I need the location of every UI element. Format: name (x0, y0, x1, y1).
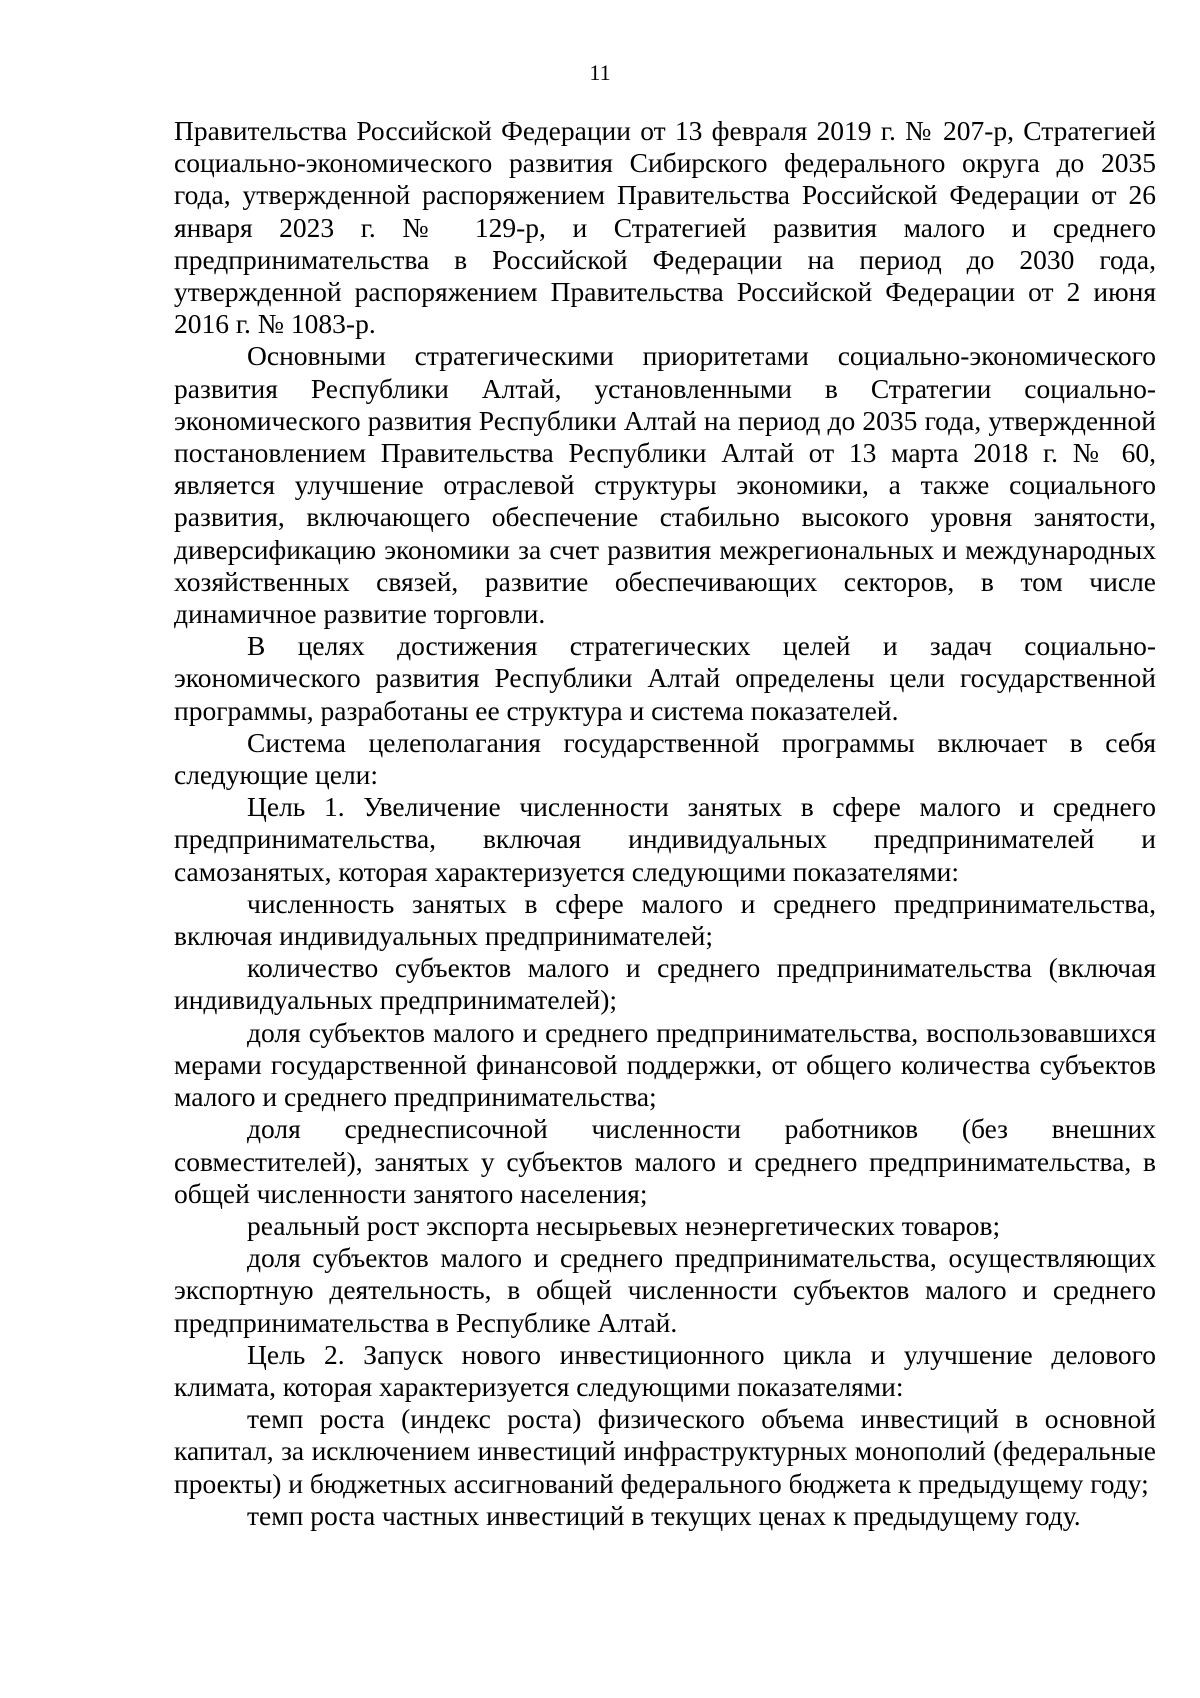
document-body (174, 115, 1156, 1532)
indicator-2-1: темп роста (индекс роста) физического объема инвестиций в основной капитал, за исключением инвестиций инфраструктурных монополий (федеральные проекты) и бюджетных ассигнований федерального бюджета к предыдущему году; (174, 1403, 1156, 1499)
indicator-2-2: темп роста частных инвестиций в текущих ценах к предыдущему году. (247, 1499, 1081, 1531)
page-number: 11 (589, 60, 611, 85)
indicator-1-3: доля субъектов малого и среднего предпринимательства, воспользовавшихся мерами государственной финансовой поддержки, от общего количества субъектов малого и среднего предпринимательства; (174, 1016, 1156, 1113)
paragraph-goal-system-intro: Система целеполагания государственной программы включает в себя следующие цели: (174, 726, 1156, 791)
indicator-1-6: доля субъектов малого и среднего предпринимательства, осуществляющих экспортную деятельность, в общей численности субъектов малого и среднего предпринимательства в Республике Алтай. (174, 1242, 1156, 1338)
paragraph-strategy-references: Правительства Российской Федерации от 13 февраля 2019 г. № 207-р, Стратегией социально-экономического развития Сибирского федерального округа до 2035 года, утвержденной распоряжением Правительства Российской Федерации от 26 января 2023 г. № 129-р, и Стратегией развития малого и среднего предпринимательства в Российской Федерации на период до 2030 года, утвержденной распоряжением Правительства Российской Федерации от 2 июня 2016 г. № 1083-р. (174, 115, 1156, 340)
paragraph-goal-1: Цель 1. Увеличение численности занятых в сфере малого и среднего предпринимательства, включая индивидуальных предпринимателей и самозанятых, которая характеризуется следующими показателями: (174, 791, 1156, 887)
indicator-1-4: доля среднесписочной численности работников (без внешних совместителей), занятых у субъектов малого и среднего предпринимательства, в общей численности занятого населения; (174, 1113, 1156, 1209)
paragraph-program-goals: В целях достижения стратегических целей и задач социально-экономического развития Республики Алтай определены цели государственной программы, разработаны ее структура и система показателей. (174, 630, 1156, 726)
indicator-1-1: численность занятых в сфере малого и среднего предпринимательства, включая индивидуальных предпринимателей; (174, 887, 1156, 952)
indicator-1-5: реальный рост экспорта несырьевых неэнергетических товаров; (247, 1209, 1001, 1241)
indicator-1-2: количество субъектов малого и среднего предпринимательства (включая индивидуальных предпринимателей); (174, 952, 1156, 1016)
paragraph-goal-2: Цель 2. Запуск нового инвестиционного цикла и улучшение делового климата, которая характеризуется следующими показателями: (174, 1338, 1156, 1402)
paragraph-strategic-priorities: Основными стратегическими приоритетами социально-экономического развития Республики Алтай, установленными в Стратегии социально-экономического развития Республики Алтай на период до 2035 года, утвержденной постановлением Правительства Республики Алтай от 13 марта 2018 г. № 60, является улучшение отраслевой структуры экономики, а также социального развития, включающего обеспечение стабильно высокого уровня занятости, диверсификацию экономики за счет развития межрегиональных и международных хозяйственных связей, развитие обеспечивающих секторов, в том числе динамичное развитие торговли. (174, 340, 1156, 630)
